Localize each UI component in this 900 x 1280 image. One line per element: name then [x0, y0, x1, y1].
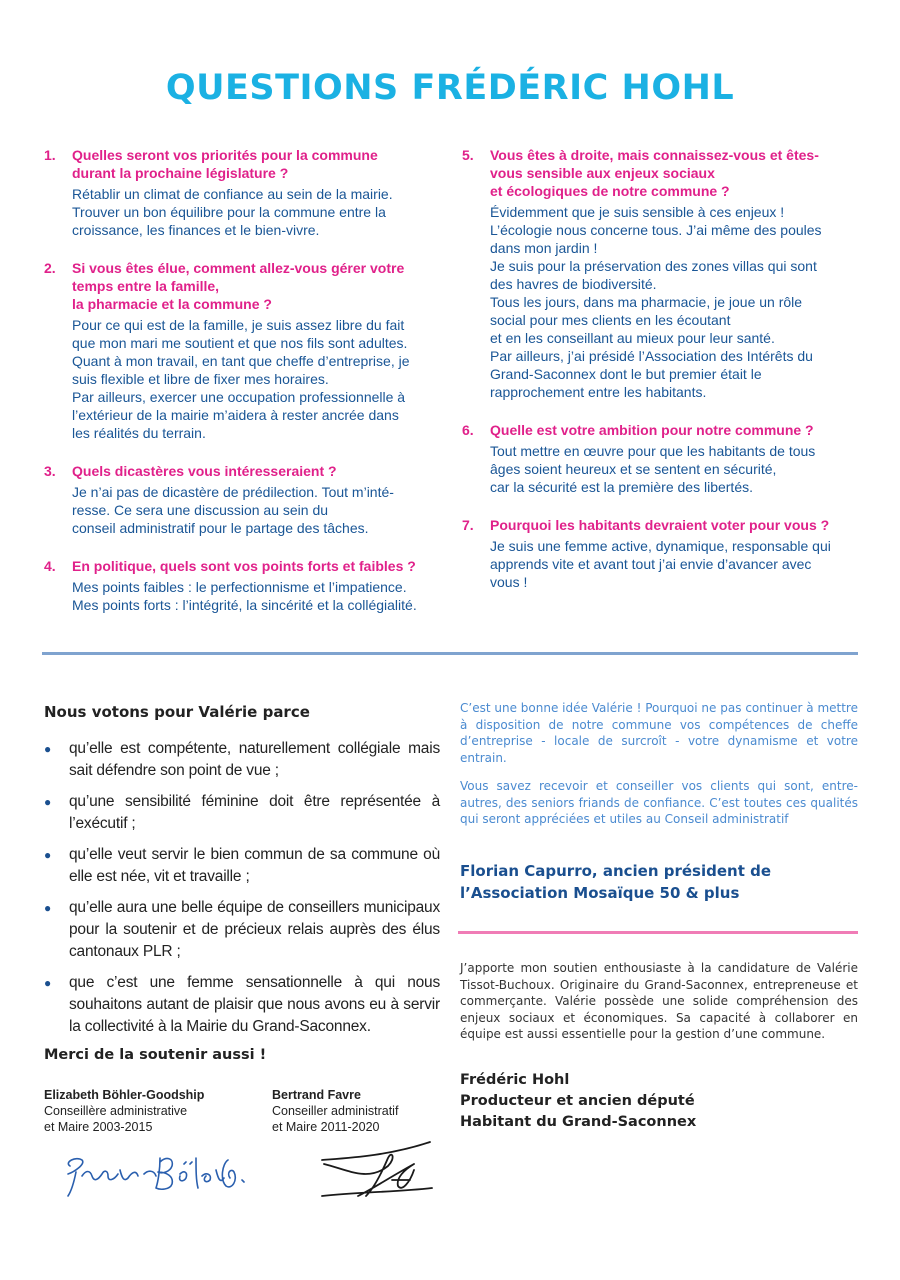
- question-text: Si vous êtes élue, comment allez-vous gérer votre temps entre la famille, la pharmacie et la commune ?: [72, 260, 405, 312]
- hohl-signature: Frédéric Hohl Producteur et ancien député Habitant du Grand-Saconnex: [460, 1072, 697, 1130]
- question-text: Quelles seront vos priorités pour la commune durant la prochaine législature ?: [72, 147, 378, 181]
- question-item: [44, 259, 444, 442]
- section-divider: [458, 931, 858, 934]
- question-number: 6.: [462, 422, 474, 438]
- reason-text: qu’elle est compétente, naturellement collégiale mais sait défendre son point de vue ;: [69, 740, 440, 779]
- capurro-attribution: Florian Capurro, ancien président de l’Association Mosaïque 50 & plus: [460, 862, 772, 902]
- list-item: [44, 972, 440, 1038]
- capurro-quote-paragraph: Vous savez recevoir et conseiller vos clients qui sont, entre-autres, des seniors friands de confiance. C’est toutes ces qualités qui seront appréciées et utiles au Conseil administratif: [460, 779, 858, 826]
- question-item: [462, 421, 862, 496]
- question-number: 3.: [44, 463, 56, 479]
- list-item: [44, 897, 440, 963]
- list-item: [44, 844, 440, 888]
- capurro-quote-paragraph: C’est une bonne idée Valérie ! Pourquoi ne pas continuer à mettre à disposition de notre commune vos compétences de cheffe d’entreprise - locale de surcroît - votre dynamisme et votre entrain.: [460, 701, 858, 765]
- reason-text: qu’elle aura une belle équipe de conseillers municipaux pour la soutenir et de précieux relais auprès des élus cantonaux PLR ;: [69, 899, 440, 960]
- answer-text: Rétablir un climat de confiance au sein de la mairie. Trouver un bon équilibre pour la commune entre la croissance, les finances et le bien-vivre.: [72, 186, 393, 238]
- section-divider: [42, 652, 858, 655]
- page-title: QUESTIONS FRÉDÉRIC HOHL: [165, 68, 735, 108]
- answer-text: Tout mettre en œuvre pour que les habitants de tous âges soient heureux et se sentent en sécurité, car la sécurité est la première des libertés.: [490, 443, 816, 495]
- reason-text: que c’est une femme sensationnelle à qui nous souhaitons autant de plaisir que nous avons eu à servir la collectivité à la Mairie du Grand-Saconnex.: [69, 974, 440, 1035]
- question-item: [44, 462, 444, 537]
- answer-text: Pour ce qui est de la famille, je suis assez libre du fait que mon mari me soutient et que nos fils sont adultes. Quant à mon travail, en tant que cheffe d’entreprise, je suis flexible et libre de fixer mes horaires. Par ailleurs, exercer une occupation professionnelle à l’extérieur de la mairie m’aidera à rester ancrée dans les réalités du terrain.: [72, 317, 410, 441]
- answer-text: Mes points faibles : le perfectionnisme et l’impatience. Mes points forts : l’intégrité, la sincérité et la collégialité.: [72, 579, 417, 613]
- signatory-name: Elizabeth Böhler-Goodship: [44, 1088, 205, 1102]
- signatory-block: [44, 1087, 204, 1135]
- question-item: [462, 516, 862, 591]
- signature-boehler-image: [56, 1140, 256, 1200]
- question-item: [462, 146, 862, 401]
- signatory-role: Conseiller administratif: [272, 1104, 399, 1118]
- list-item: [44, 791, 440, 835]
- reason-text: qu’une sensibilité féminine doit être représentée à l’exécutif ;: [69, 793, 440, 832]
- question-number: 1.: [44, 147, 56, 163]
- bullet-icon: ●: [44, 848, 52, 862]
- question-number: 2.: [44, 260, 56, 276]
- question-text: Vous êtes à droite, mais connaissez-vous et êtes- vous sensible aux enjeux sociaux et écologiques de notre commune ?: [490, 147, 819, 199]
- question-number: 4.: [44, 558, 56, 574]
- questions-left-column: [44, 146, 444, 614]
- reasons-list: [44, 738, 440, 1047]
- question-text: Quelle est votre ambition pour notre commune ?: [490, 422, 814, 438]
- answer-text: Je n’ai pas de dicastère de prédilection. Tout m’inté- resse. Ce sera une discussion au sein du conseil administratif pour le partage des tâches.: [72, 484, 394, 536]
- answer-text: Évidemment que je suis sensible à ces enjeux ! L’écologie nous concerne tous. J’ai même des poules dans mon jardin ! Je suis pour la préservation des zones villas qui sont des havres de biodiversité. Tous les jours, dans ma pharmacie, je joue un rôle social pour mes clients en les écoutant et en les conseillant au mieux pour leur santé. Par ailleurs, j’ai présidé l’Association des Intérêts du Grand-Saconnex dont le but premier était le rapprochement entre les habitants.: [490, 204, 822, 400]
- question-number: 7.: [462, 517, 474, 533]
- bullet-icon: ●: [44, 795, 52, 809]
- bullet-icon: ●: [44, 976, 52, 990]
- questions-right-column: [462, 146, 862, 591]
- signatory-block: [272, 1087, 398, 1135]
- answer-text: Je suis une femme active, dynamique, responsable qui apprends vite et avant tout j’ai envie d’avancer avec vous !: [490, 538, 831, 590]
- question-text: Quels dicastères vous intéresseraient ?: [72, 463, 337, 479]
- support-call: Merci de la soutenir aussi !: [44, 1047, 267, 1063]
- hohl-support-text: J’apporte mon soutien enthousiaste à la candidature de Valérie Tissot-Buchoux. Originaire du Grand-Saconnex, entrepreneuse et commerçante. Valérie possède une solide compréhension des enjeux sociaux et économiques. Sa capacité à collaborer en équipe est aussi essentielle pour la gestion d’une commune.: [460, 961, 858, 1041]
- bullet-icon: ●: [44, 901, 52, 915]
- signatory-role: Conseillère administrative: [44, 1104, 188, 1118]
- list-item: [44, 738, 440, 782]
- signature-favre-image: [318, 1136, 438, 1202]
- signatory-name: Bertrand Favre: [272, 1088, 361, 1102]
- question-item: [44, 557, 444, 614]
- vote-heading: Nous votons pour Valérie parce: [44, 703, 310, 721]
- question-text: Pourquoi les habitants devraient voter pour vous ?: [490, 517, 830, 533]
- signatory-term: et Maire 2011-2020: [272, 1120, 380, 1134]
- reason-text: qu’elle veut servir le bien commun de sa commune où elle est née, vit et travaille ;: [69, 846, 440, 885]
- question-number: 5.: [462, 147, 474, 163]
- bullet-icon: ●: [44, 742, 52, 756]
- question-item: [44, 146, 444, 239]
- question-text: En politique, quels sont vos points forts et faibles ?: [72, 558, 416, 574]
- signatory-term: et Maire 2003-2015: [44, 1120, 153, 1134]
